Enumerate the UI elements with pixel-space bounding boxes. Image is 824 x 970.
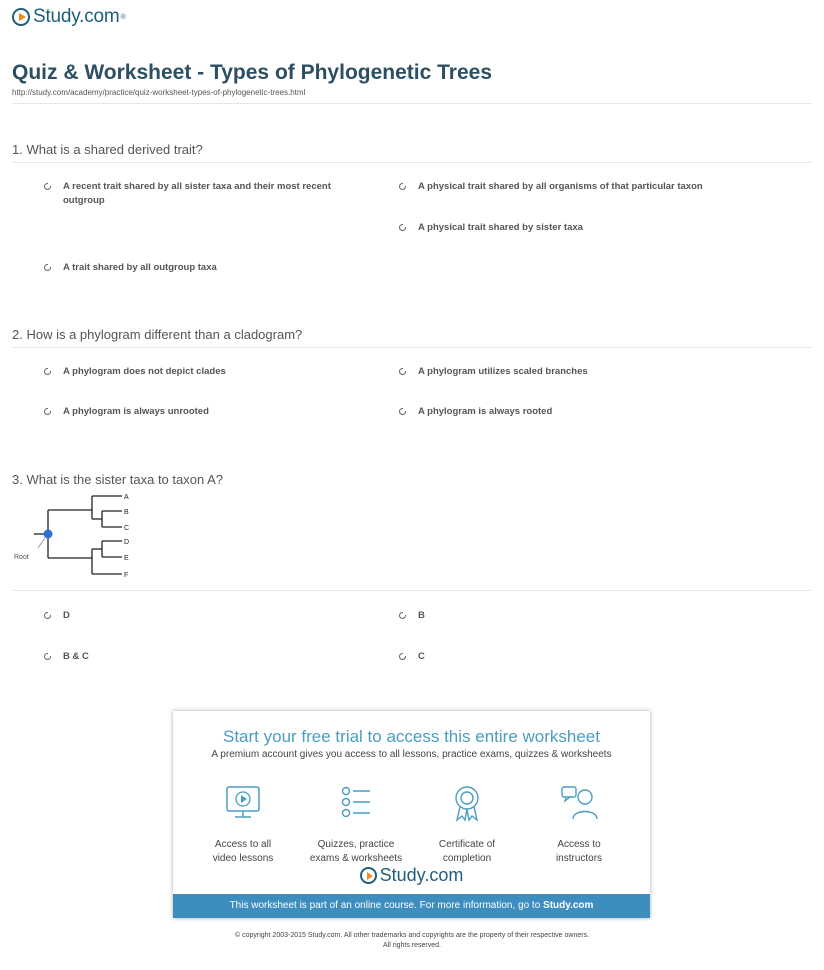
- promo-logo-text: Study.com: [379, 865, 464, 885]
- promo-bar-text: This worksheet is part of an online course. For more information, go to: [229, 900, 544, 911]
- radio-icon[interactable]: [44, 408, 51, 415]
- feature-video-lessons: [193, 783, 293, 866]
- answer-option[interactable]: [44, 261, 363, 275]
- radio-icon[interactable]: [399, 653, 406, 660]
- question-1: 1. What is a shared derived trait?: [12, 142, 203, 157]
- play-logo-icon: [360, 867, 377, 884]
- feature-label: Quizzes, practice: [317, 839, 395, 850]
- root-node: [44, 530, 53, 539]
- radio-icon[interactable]: [399, 368, 406, 375]
- promo-info-bar[interactable]: [173, 894, 650, 918]
- answer-option[interactable]: [44, 405, 363, 419]
- rights-line: All rights reserved.: [383, 942, 441, 949]
- answer-option[interactable]: [399, 365, 718, 379]
- divider: [12, 103, 812, 104]
- taxon-label-e: E: [124, 555, 129, 562]
- answer-label: C: [418, 651, 425, 662]
- feature-instructors: [529, 783, 629, 866]
- answer-label: A physical trait shared by all organisms of that particular taxon: [418, 181, 703, 192]
- answer-label: A phylogram is always unrooted: [63, 406, 209, 417]
- feature-quizzes: [306, 783, 406, 866]
- answer-option[interactable]: [399, 405, 718, 419]
- feature-label: exams & worksheets: [309, 853, 403, 864]
- study-link[interactable]: Study.com: [543, 900, 594, 911]
- certificate-icon: [447, 783, 487, 823]
- radio-icon[interactable]: [399, 183, 406, 190]
- answer-option[interactable]: [399, 609, 718, 623]
- answer-label: D: [63, 610, 70, 621]
- free-trial-promo[interactable]: [173, 711, 650, 918]
- feature-label: Access to: [557, 839, 601, 850]
- phylogenetic-tree-diagram: [12, 488, 142, 580]
- answer-option[interactable]: [399, 180, 758, 194]
- taxon-label-c: C: [124, 525, 130, 532]
- answer-label: B: [418, 610, 425, 621]
- radio-icon[interactable]: [399, 612, 406, 619]
- question-2: 2. How is a phylogram different than a cladogram?: [12, 327, 303, 342]
- radio-icon[interactable]: [399, 224, 406, 231]
- feature-label: Certificate of: [438, 839, 496, 850]
- logo-text: Study.com: [33, 6, 120, 27]
- answer-label: B & C: [63, 651, 89, 662]
- answer-label: A recent trait shared by all sister taxa and their most recent outgroup: [63, 181, 331, 206]
- taxon-label-b: B: [124, 509, 129, 516]
- instructor-icon: [559, 783, 599, 823]
- taxon-label-d: D: [124, 539, 130, 546]
- divider: [12, 590, 812, 591]
- play-logo-icon: [12, 8, 30, 26]
- answer-label: A phylogram utilizes scaled branches: [418, 366, 588, 377]
- taxon-label-f: F: [124, 572, 129, 579]
- promo-subheading: A premium account gives you access to all lessons, practice exams, quizzes & worksheets: [211, 749, 612, 760]
- copyright-footer: [0, 931, 824, 951]
- answer-option[interactable]: [44, 609, 363, 623]
- answer-label: A phylogram is always rooted: [418, 406, 553, 417]
- root-pointer: [38, 538, 45, 548]
- feature-label: instructors: [555, 853, 603, 864]
- divider: [12, 347, 812, 348]
- answer-option[interactable]: [399, 650, 718, 664]
- promo-study-logo[interactable]: [173, 865, 650, 886]
- answer-label: A physical trait shared by sister taxa: [418, 222, 583, 233]
- promo-heading: Start your free trial to access this entire worksheet: [223, 727, 600, 746]
- answer-label: A trait shared by all outgroup taxa: [63, 262, 217, 273]
- radio-icon[interactable]: [399, 408, 406, 415]
- answer-label: A phylogram does not depict clades: [63, 366, 226, 377]
- radio-icon[interactable]: [44, 368, 51, 375]
- feature-certificate: [417, 783, 517, 866]
- feature-label: completion: [442, 853, 492, 864]
- radio-icon[interactable]: [44, 183, 51, 190]
- question-3: 3. What is the sister taxa to taxon A?: [12, 472, 223, 487]
- radio-icon[interactable]: [44, 653, 51, 660]
- page-title: Quiz & Worksheet - Types of Phylogenetic Trees: [12, 61, 493, 84]
- copyright-line: © copyright 2003-2015 Study.com. All other trademarks and copyrights are the property of their respective owners.: [234, 932, 590, 939]
- quiz-list-icon: [336, 783, 376, 823]
- answer-option[interactable]: [399, 221, 718, 235]
- trademark-mark: ®: [120, 13, 126, 21]
- feature-label: Access to all: [214, 839, 272, 850]
- taxon-label-a: A: [124, 494, 129, 501]
- divider: [12, 162, 812, 163]
- radio-icon[interactable]: [44, 264, 51, 271]
- answer-option[interactable]: [44, 650, 363, 664]
- study-logo[interactable]: [12, 6, 126, 28]
- answer-option[interactable]: [44, 180, 363, 208]
- video-icon: [223, 783, 263, 823]
- page-url[interactable]: http://study.com/academy/practice/quiz-worksheet-types-of-phylogenetic-trees.html: [12, 88, 306, 97]
- radio-icon[interactable]: [44, 612, 51, 619]
- answer-option[interactable]: [44, 365, 363, 379]
- root-label: Root: [14, 554, 29, 561]
- feature-label: video lessons: [212, 853, 274, 864]
